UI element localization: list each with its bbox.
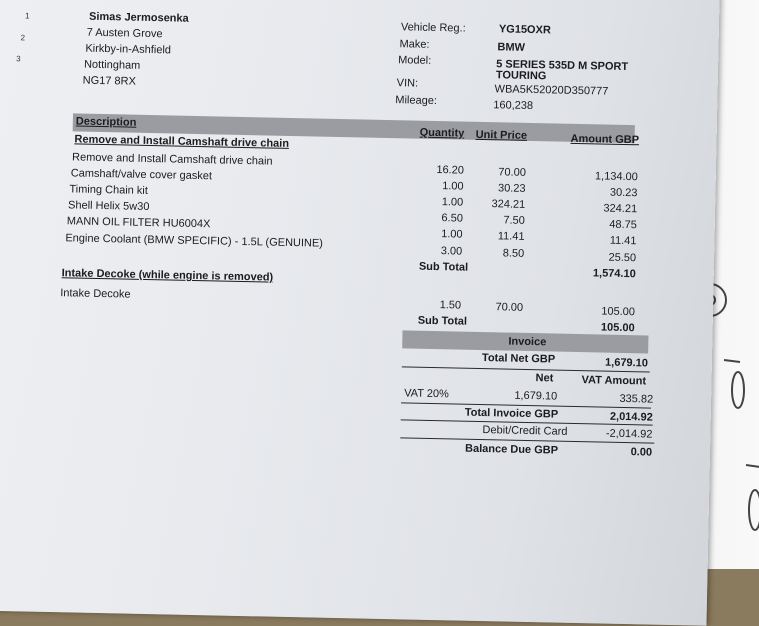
col-header-quantity: Quantity [419, 126, 465, 140]
vat-net-value: 1,679.10 [514, 389, 558, 403]
customer-address-line: Kirkby-in-Ashfield [85, 42, 172, 57]
item-unit-price: 8.50 [502, 247, 525, 260]
item-quantity: 6.50 [441, 212, 464, 225]
item-amount: 48.75 [609, 218, 637, 232]
item-unit-price: 30.23 [497, 182, 526, 195]
customer-postcode: NG17 8RX [82, 74, 137, 88]
balance-due-value: 0.00 [630, 446, 653, 459]
item-description: Remove and Install Camshaft drive chain [71, 151, 273, 168]
item-quantity: 1.00 [441, 196, 464, 209]
item-quantity: 1.00 [441, 228, 463, 241]
vehicle-reg: YG15OXR [498, 23, 551, 37]
item-unit-price: 11.41 [497, 230, 525, 243]
vehicle-make-label: Make: [399, 38, 430, 51]
item-amount: 324.21 [603, 202, 638, 216]
item-description: Shell Helix 5w30 [67, 199, 150, 214]
item-amount: 30.23 [609, 186, 638, 200]
payment-method-label: Debit/Credit Card [482, 424, 568, 438]
vat-rate: VAT 20% [404, 387, 449, 401]
customer-name: Simas Jermosenka [88, 10, 189, 25]
subtotal-label: Sub Total [417, 314, 468, 328]
margin-number: 1 [24, 11, 30, 21]
margin-number: 3 [16, 54, 21, 64]
col-header-amount: Amount GBP [570, 132, 640, 147]
margin-number: 2 [20, 33, 26, 43]
vehicle-vin-label: VIN: [396, 77, 419, 90]
vat-amount-column-label: VAT Amount [581, 374, 647, 388]
section-title: Intake Decoke (while engine is removed) [61, 267, 274, 284]
item-amount: 1,134.00 [594, 170, 638, 184]
item-quantity: 16.20 [436, 164, 465, 177]
vehicle-make: BMW [497, 41, 526, 54]
item-description: Camshaft/valve cover gasket [70, 167, 213, 183]
item-unit-price: 70.00 [495, 301, 524, 314]
customer-address-line: Nottingham [83, 58, 141, 72]
invoice-header: Invoice [508, 335, 547, 349]
item-description: Timing Chain kit [69, 183, 148, 197]
section-title: Remove and Install Camshaft drive chain [74, 133, 290, 150]
item-description: MANN OIL FILTER HU6004X [66, 215, 211, 231]
item-description: Intake Decoke [60, 287, 131, 301]
customer-address-line: 7 Austen Grove [86, 26, 163, 41]
balance-due-label: Balance Due GBP [464, 442, 559, 457]
item-quantity: 1.50 [439, 299, 462, 312]
vehicle-model: 5 SERIES 535D M SPORT [496, 58, 629, 74]
item-unit-price: 324.21 [491, 198, 526, 211]
subtotal-value: 105.00 [600, 321, 635, 335]
vehicle-vin: WBA5K52020D350777 [494, 83, 609, 98]
vehicle-model-label: Model: [398, 54, 432, 67]
item-unit-price: 7.50 [503, 214, 525, 227]
subtotal-value: 1,574.10 [592, 267, 636, 281]
vat-amount-value: 335.82 [619, 392, 654, 406]
item-amount: 11.41 [609, 234, 637, 248]
total-invoice-label: Total Invoice GBP [464, 406, 559, 421]
item-quantity: 3.00 [440, 245, 463, 258]
item-description: Engine Coolant (BMW SPECIFIC) - 1.5L (GENUINE) [65, 232, 324, 250]
item-amount: 105.00 [601, 305, 636, 319]
vehicle-mileage-label: Mileage: [395, 94, 438, 108]
subtotal-label: Sub Total [418, 260, 469, 274]
col-header-description: Description [75, 115, 137, 129]
item-quantity: 1.00 [442, 180, 464, 193]
vehicle-reg-label: Vehicle Reg.: [400, 21, 466, 35]
net-column-label: Net [535, 372, 554, 385]
item-amount: 25.50 [608, 251, 637, 265]
col-header-unit-price: Unit Price [475, 128, 528, 142]
total-net-value: 1,679.10 [604, 356, 649, 370]
total-net-label: Total Net GBP [481, 352, 556, 366]
total-invoice-value: 2,014.92 [609, 410, 653, 424]
vehicle-model: TOURING [495, 69, 547, 83]
item-unit-price: 70.00 [498, 166, 527, 179]
vehicle-mileage: 160,238 [493, 99, 534, 113]
payment-value: -2,014.92 [605, 427, 653, 441]
